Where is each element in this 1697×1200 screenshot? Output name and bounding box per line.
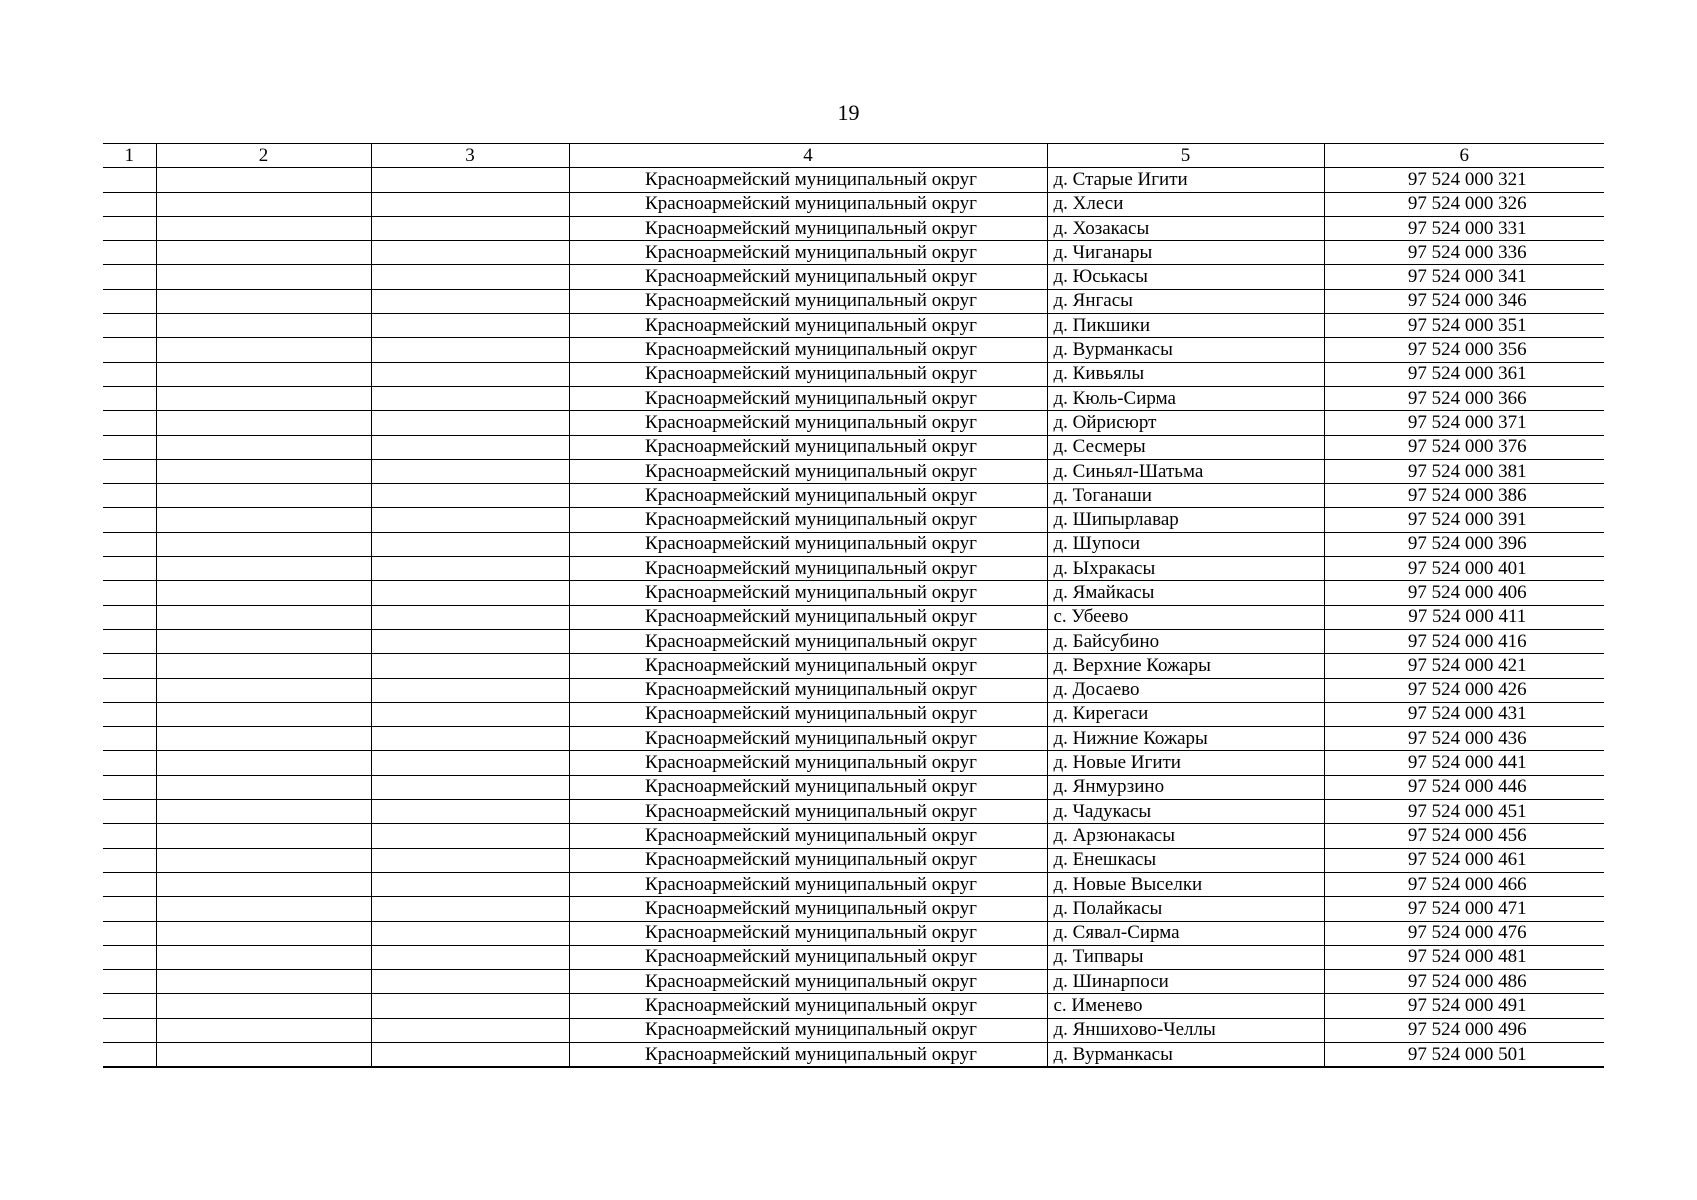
district-cell: Красноармейский муниципальный округ xyxy=(569,508,1047,532)
district-cell: Красноармейский муниципальный округ xyxy=(569,581,1047,605)
oktmo-code-cell: 97 524 000 321 xyxy=(1324,168,1604,192)
oktmo-code-cell: 97 524 000 376 xyxy=(1324,435,1604,459)
cell-col-1 xyxy=(103,848,156,872)
cell-col-2 xyxy=(156,508,371,532)
table-body xyxy=(103,168,1604,1067)
table-row xyxy=(103,629,1604,653)
district-cell: Красноармейский муниципальный округ xyxy=(569,386,1047,410)
table-row xyxy=(103,654,1604,678)
cell-col-2 xyxy=(156,216,371,240)
district-cell: Красноармейский муниципальный округ xyxy=(569,362,1047,386)
district-cell: Красноармейский муниципальный округ xyxy=(569,970,1047,994)
cell-col-2 xyxy=(156,265,371,289)
cell-col-3 xyxy=(371,459,569,483)
settlement-cell: д. Кюль-Сирма xyxy=(1047,386,1324,410)
cell-col-1 xyxy=(103,897,156,921)
cell-col-3 xyxy=(371,1018,569,1042)
cell-col-3 xyxy=(371,241,569,265)
table-row xyxy=(103,508,1604,532)
cell-col-2 xyxy=(156,654,371,678)
oktmo-code-cell: 97 524 000 406 xyxy=(1324,581,1604,605)
settlement-cell: д. Досаево xyxy=(1047,678,1324,702)
oktmo-code-cell: 97 524 000 466 xyxy=(1324,872,1604,896)
cell-col-3 xyxy=(371,338,569,362)
settlement-cell: д. Полайкасы xyxy=(1047,897,1324,921)
table-row xyxy=(103,702,1604,726)
table-row xyxy=(103,970,1604,994)
cell-col-3 xyxy=(371,921,569,945)
cell-col-3 xyxy=(371,994,569,1018)
district-cell: Красноармейский муниципальный округ xyxy=(569,241,1047,265)
district-cell: Красноармейский муниципальный округ xyxy=(569,192,1047,216)
district-cell: Красноармейский муниципальный округ xyxy=(569,775,1047,799)
settlement-cell: д. Шипырлавар xyxy=(1047,508,1324,532)
district-cell: Красноармейский муниципальный округ xyxy=(569,702,1047,726)
district-cell: Красноармейский муниципальный округ xyxy=(569,484,1047,508)
column-header-2: 2 xyxy=(156,144,371,168)
cell-col-3 xyxy=(371,168,569,192)
district-cell: Красноармейский муниципальный округ xyxy=(569,751,1047,775)
district-cell: Красноармейский муниципальный округ xyxy=(569,168,1047,192)
cell-col-2 xyxy=(156,970,371,994)
oktmo-code-cell: 97 524 000 486 xyxy=(1324,970,1604,994)
cell-col-3 xyxy=(371,435,569,459)
settlement-cell: д. Ойрисюрт xyxy=(1047,411,1324,435)
district-cell: Красноармейский муниципальный округ xyxy=(569,678,1047,702)
oktmo-code-cell: 97 524 000 456 xyxy=(1324,824,1604,848)
district-cell: Красноармейский муниципальный округ xyxy=(569,459,1047,483)
table-row xyxy=(103,411,1604,435)
cell-col-1 xyxy=(103,314,156,338)
oktmo-code-cell: 97 524 000 366 xyxy=(1324,386,1604,410)
cell-col-2 xyxy=(156,945,371,969)
table-row xyxy=(103,605,1604,629)
column-header-6: 6 xyxy=(1324,144,1604,168)
settlement-cell: с. Убеево xyxy=(1047,605,1324,629)
cell-col-2 xyxy=(156,581,371,605)
settlement-cell: с. Именево xyxy=(1047,994,1324,1018)
district-cell: Красноармейский муниципальный округ xyxy=(569,872,1047,896)
cell-col-3 xyxy=(371,557,569,581)
oktmo-code-cell: 97 524 000 416 xyxy=(1324,629,1604,653)
cell-col-1 xyxy=(103,289,156,313)
cell-col-2 xyxy=(156,192,371,216)
cell-col-1 xyxy=(103,800,156,824)
settlement-cell: д. Шинарпоси xyxy=(1047,970,1324,994)
cell-col-3 xyxy=(371,800,569,824)
settlement-cell: д. Яншихово-Челлы xyxy=(1047,1018,1324,1042)
cell-col-2 xyxy=(156,484,371,508)
cell-col-2 xyxy=(156,1042,371,1067)
cell-col-1 xyxy=(103,970,156,994)
table-row xyxy=(103,1042,1604,1067)
table-row xyxy=(103,1018,1604,1042)
cell-col-1 xyxy=(103,532,156,556)
cell-col-3 xyxy=(371,508,569,532)
cell-col-1 xyxy=(103,775,156,799)
settlement-cell: д. Сесмеры xyxy=(1047,435,1324,459)
cell-col-2 xyxy=(156,362,371,386)
cell-col-2 xyxy=(156,872,371,896)
registry-table xyxy=(103,143,1604,1068)
table-row xyxy=(103,386,1604,410)
cell-col-1 xyxy=(103,557,156,581)
cell-col-2 xyxy=(156,168,371,192)
district-cell: Красноармейский муниципальный округ xyxy=(569,265,1047,289)
cell-col-3 xyxy=(371,824,569,848)
oktmo-code-cell: 97 524 000 476 xyxy=(1324,921,1604,945)
oktmo-code-cell: 97 524 000 351 xyxy=(1324,314,1604,338)
cell-col-1 xyxy=(103,1042,156,1067)
cell-col-2 xyxy=(156,557,371,581)
cell-col-2 xyxy=(156,386,371,410)
settlement-cell: д. Новые Выселки xyxy=(1047,872,1324,896)
table-row xyxy=(103,192,1604,216)
cell-col-1 xyxy=(103,702,156,726)
cell-col-2 xyxy=(156,289,371,313)
settlement-cell: д. Ыхракасы xyxy=(1047,557,1324,581)
oktmo-code-cell: 97 524 000 441 xyxy=(1324,751,1604,775)
settlement-cell: д. Чиганары xyxy=(1047,241,1324,265)
cell-col-3 xyxy=(371,678,569,702)
cell-col-1 xyxy=(103,338,156,362)
district-cell: Красноармейский муниципальный округ xyxy=(569,921,1047,945)
cell-col-2 xyxy=(156,241,371,265)
district-cell: Красноармейский муниципальный округ xyxy=(569,994,1047,1018)
cell-col-1 xyxy=(103,386,156,410)
table-row xyxy=(103,994,1604,1018)
table-row xyxy=(103,362,1604,386)
table-row xyxy=(103,775,1604,799)
settlement-cell: д. Типвары xyxy=(1047,945,1324,969)
cell-col-3 xyxy=(371,848,569,872)
cell-col-3 xyxy=(371,751,569,775)
cell-col-3 xyxy=(371,945,569,969)
settlement-cell: д. Нижние Кожары xyxy=(1047,727,1324,751)
cell-col-1 xyxy=(103,727,156,751)
district-cell: Красноармейский муниципальный округ xyxy=(569,338,1047,362)
table-row xyxy=(103,314,1604,338)
table-row xyxy=(103,945,1604,969)
oktmo-code-cell: 97 524 000 371 xyxy=(1324,411,1604,435)
cell-col-2 xyxy=(156,629,371,653)
column-header-1: 1 xyxy=(103,144,156,168)
cell-col-3 xyxy=(371,411,569,435)
cell-col-1 xyxy=(103,678,156,702)
district-cell: Красноармейский муниципальный округ xyxy=(569,435,1047,459)
oktmo-code-cell: 97 524 000 421 xyxy=(1324,654,1604,678)
table-row xyxy=(103,289,1604,313)
cell-col-2 xyxy=(156,314,371,338)
cell-col-2 xyxy=(156,435,371,459)
settlement-cell: д. Янгасы xyxy=(1047,289,1324,313)
settlement-cell: д. Хозакасы xyxy=(1047,216,1324,240)
settlement-cell: д. Вурманкасы xyxy=(1047,338,1324,362)
cell-col-1 xyxy=(103,751,156,775)
table-header-row xyxy=(103,144,1604,168)
oktmo-code-cell: 97 524 000 471 xyxy=(1324,897,1604,921)
oktmo-code-cell: 97 524 000 496 xyxy=(1324,1018,1604,1042)
settlement-cell: д. Шупоси xyxy=(1047,532,1324,556)
cell-col-1 xyxy=(103,824,156,848)
cell-col-3 xyxy=(371,702,569,726)
district-cell: Красноармейский муниципальный округ xyxy=(569,800,1047,824)
oktmo-code-cell: 97 524 000 361 xyxy=(1324,362,1604,386)
oktmo-code-cell: 97 524 000 381 xyxy=(1324,459,1604,483)
cell-col-3 xyxy=(371,1042,569,1067)
cell-col-1 xyxy=(103,945,156,969)
oktmo-code-cell: 97 524 000 346 xyxy=(1324,289,1604,313)
settlement-cell: д. Юськасы xyxy=(1047,265,1324,289)
cell-col-1 xyxy=(103,629,156,653)
column-header-4: 4 xyxy=(569,144,1047,168)
cell-col-2 xyxy=(156,848,371,872)
table-row xyxy=(103,897,1604,921)
table-row xyxy=(103,824,1604,848)
table-row xyxy=(103,800,1604,824)
cell-col-3 xyxy=(371,265,569,289)
cell-col-3 xyxy=(371,362,569,386)
cell-col-2 xyxy=(156,605,371,629)
table-row xyxy=(103,581,1604,605)
cell-col-2 xyxy=(156,897,371,921)
cell-col-1 xyxy=(103,192,156,216)
cell-col-1 xyxy=(103,435,156,459)
column-header-5: 5 xyxy=(1047,144,1324,168)
cell-col-3 xyxy=(371,192,569,216)
cell-col-2 xyxy=(156,532,371,556)
oktmo-code-cell: 97 524 000 451 xyxy=(1324,800,1604,824)
table-row xyxy=(103,557,1604,581)
cell-col-3 xyxy=(371,775,569,799)
oktmo-code-cell: 97 524 000 336 xyxy=(1324,241,1604,265)
table-row xyxy=(103,872,1604,896)
cell-col-1 xyxy=(103,872,156,896)
settlement-cell: д. Синьял-Шатьма xyxy=(1047,459,1324,483)
cell-col-2 xyxy=(156,678,371,702)
oktmo-code-cell: 97 524 000 491 xyxy=(1324,994,1604,1018)
table-row xyxy=(103,338,1604,362)
page-number: 19 xyxy=(837,100,860,125)
table-row xyxy=(103,678,1604,702)
table-row xyxy=(103,751,1604,775)
table-row xyxy=(103,241,1604,265)
table-row xyxy=(103,532,1604,556)
cell-col-3 xyxy=(371,605,569,629)
oktmo-code-cell: 97 524 000 426 xyxy=(1324,678,1604,702)
oktmo-code-cell: 97 524 000 481 xyxy=(1324,945,1604,969)
district-cell: Красноармейский муниципальный округ xyxy=(569,557,1047,581)
cell-col-1 xyxy=(103,459,156,483)
oktmo-code-cell: 97 524 000 411 xyxy=(1324,605,1604,629)
table-row xyxy=(103,265,1604,289)
table-row xyxy=(103,921,1604,945)
cell-col-3 xyxy=(371,289,569,313)
cell-col-3 xyxy=(371,629,569,653)
district-cell: Красноармейский муниципальный округ xyxy=(569,824,1047,848)
settlement-cell: д. Новые Игити xyxy=(1047,751,1324,775)
district-cell: Красноармейский муниципальный округ xyxy=(569,897,1047,921)
cell-col-1 xyxy=(103,362,156,386)
district-cell: Красноармейский муниципальный округ xyxy=(569,605,1047,629)
cell-col-1 xyxy=(103,581,156,605)
cell-col-2 xyxy=(156,459,371,483)
settlement-cell: д. Янмурзино xyxy=(1047,775,1324,799)
settlement-cell: д. Верхние Кожары xyxy=(1047,654,1324,678)
table-row xyxy=(103,459,1604,483)
settlement-cell: д. Вурманкасы xyxy=(1047,1042,1324,1067)
oktmo-code-cell: 97 524 000 391 xyxy=(1324,508,1604,532)
cell-col-1 xyxy=(103,921,156,945)
oktmo-code-cell: 97 524 000 446 xyxy=(1324,775,1604,799)
cell-col-1 xyxy=(103,994,156,1018)
cell-col-3 xyxy=(371,216,569,240)
settlement-cell: д. Ямайкасы xyxy=(1047,581,1324,605)
cell-col-3 xyxy=(371,314,569,338)
cell-col-3 xyxy=(371,872,569,896)
cell-col-3 xyxy=(371,727,569,751)
cell-col-3 xyxy=(371,532,569,556)
cell-col-1 xyxy=(103,508,156,532)
district-cell: Красноармейский муниципальный округ xyxy=(569,289,1047,313)
cell-col-3 xyxy=(371,654,569,678)
cell-col-3 xyxy=(371,970,569,994)
district-cell: Красноармейский муниципальный округ xyxy=(569,314,1047,338)
oktmo-code-cell: 97 524 000 356 xyxy=(1324,338,1604,362)
district-cell: Красноармейский муниципальный округ xyxy=(569,629,1047,653)
cell-col-3 xyxy=(371,484,569,508)
table-row xyxy=(103,168,1604,192)
settlement-cell: д. Чадукасы xyxy=(1047,800,1324,824)
settlement-cell: д. Енешкасы xyxy=(1047,848,1324,872)
cell-col-1 xyxy=(103,265,156,289)
cell-col-1 xyxy=(103,216,156,240)
oktmo-code-cell: 97 524 000 396 xyxy=(1324,532,1604,556)
column-header-3: 3 xyxy=(371,144,569,168)
settlement-cell: д. Кивьялы xyxy=(1047,362,1324,386)
table-row xyxy=(103,848,1604,872)
cell-col-1 xyxy=(103,484,156,508)
table-row xyxy=(103,727,1604,751)
settlement-cell: д. Старые Игити xyxy=(1047,168,1324,192)
cell-col-2 xyxy=(156,775,371,799)
cell-col-2 xyxy=(156,702,371,726)
cell-col-3 xyxy=(371,386,569,410)
district-cell: Красноармейский муниципальный округ xyxy=(569,654,1047,678)
cell-col-1 xyxy=(103,654,156,678)
district-cell: Красноармейский муниципальный округ xyxy=(569,848,1047,872)
cell-col-2 xyxy=(156,824,371,848)
cell-col-1 xyxy=(103,411,156,435)
cell-col-1 xyxy=(103,168,156,192)
district-cell: Красноармейский муниципальный округ xyxy=(569,1018,1047,1042)
table-row xyxy=(103,484,1604,508)
settlement-cell: д. Сявал-Сирма xyxy=(1047,921,1324,945)
oktmo-code-cell: 97 524 000 436 xyxy=(1324,727,1604,751)
cell-col-3 xyxy=(371,897,569,921)
oktmo-code-cell: 97 524 000 341 xyxy=(1324,265,1604,289)
oktmo-code-cell: 97 524 000 386 xyxy=(1324,484,1604,508)
settlement-cell: д. Хлеси xyxy=(1047,192,1324,216)
settlement-cell: д. Байсубино xyxy=(1047,629,1324,653)
cell-col-2 xyxy=(156,1018,371,1042)
settlement-cell: д. Тоганаши xyxy=(1047,484,1324,508)
settlement-cell: д. Кирегаси xyxy=(1047,702,1324,726)
cell-col-2 xyxy=(156,338,371,362)
table-row xyxy=(103,435,1604,459)
cell-col-1 xyxy=(103,1018,156,1042)
settlement-cell: д. Арзюнакасы xyxy=(1047,824,1324,848)
cell-col-3 xyxy=(371,581,569,605)
oktmo-code-cell: 97 524 000 461 xyxy=(1324,848,1604,872)
cell-col-2 xyxy=(156,921,371,945)
cell-col-2 xyxy=(156,727,371,751)
oktmo-code-cell: 97 524 000 431 xyxy=(1324,702,1604,726)
cell-col-2 xyxy=(156,800,371,824)
district-cell: Красноармейский муниципальный округ xyxy=(569,411,1047,435)
cell-col-1 xyxy=(103,241,156,265)
district-cell: Красноармейский муниципальный округ xyxy=(569,532,1047,556)
district-cell: Красноармейский муниципальный округ xyxy=(569,945,1047,969)
oktmo-code-cell: 97 524 000 331 xyxy=(1324,216,1604,240)
district-cell: Красноармейский муниципальный округ xyxy=(569,216,1047,240)
table-row xyxy=(103,216,1604,240)
oktmo-code-cell: 97 524 000 501 xyxy=(1324,1042,1604,1067)
cell-col-2 xyxy=(156,411,371,435)
oktmo-code-cell: 97 524 000 401 xyxy=(1324,557,1604,581)
district-cell: Красноармейский муниципальный округ xyxy=(569,1042,1047,1067)
cell-col-1 xyxy=(103,605,156,629)
cell-col-2 xyxy=(156,994,371,1018)
settlement-cell: д. Пикшики xyxy=(1047,314,1324,338)
oktmo-code-cell: 97 524 000 326 xyxy=(1324,192,1604,216)
cell-col-2 xyxy=(156,751,371,775)
district-cell: Красноармейский муниципальный округ xyxy=(569,727,1047,751)
